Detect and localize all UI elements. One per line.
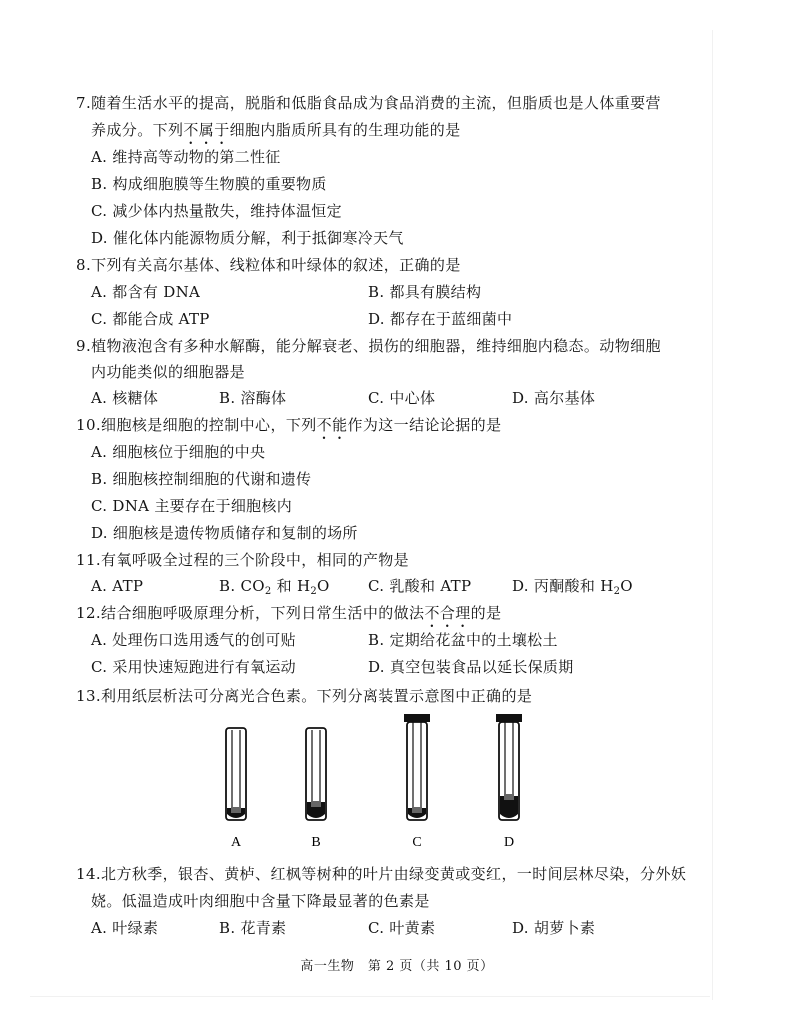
q10-option-b[interactable]: B. 细胞核控制细胞的代谢和遗传 xyxy=(91,470,312,488)
q14-stem-line2: 娆。低温造成叶肉细胞中含量下降最显著的色素是 xyxy=(91,892,430,910)
q7-option-a[interactable]: A. 维持高等动物的第二性征 xyxy=(91,148,281,166)
q7-option-c[interactable]: C. 减少体内热量散失，维持体温恒定 xyxy=(91,202,342,220)
q9-stem-line2: 内功能类似的细胞器是 xyxy=(91,363,246,381)
q11-option-d[interactable] xyxy=(512,576,633,602)
q8-option-a[interactable]: A. 都含有 DNA xyxy=(91,283,201,301)
q8-option-b[interactable]: B. 都具有膜结构 xyxy=(368,283,482,301)
tube-a-label: A xyxy=(230,835,242,850)
q11-option-b-sub2: 2 xyxy=(310,586,318,597)
q14-option-b[interactable]: B. 花青素 xyxy=(219,919,287,937)
q14-stem-line1: 14.北方秋季，银杏、黄栌、红枫等树种的叶片由绿变黄或变红，一时间层林尽染，分外妖 xyxy=(76,865,687,883)
tube-b-label: B xyxy=(311,835,321,850)
q10-option-d[interactable]: D. 细胞核是遗传物质储存和复制的场所 xyxy=(91,524,358,542)
q8-option-d[interactable]: D. 都存在于蓝细菌中 xyxy=(368,310,513,328)
page-footer: 高一生物 第 2 页（共 10 页） xyxy=(300,959,494,974)
tube-a-icon[interactable] xyxy=(226,728,246,820)
q12-stem-pre: 12.结合细胞呼吸原理分析，下列日常生活中的做法 xyxy=(76,604,425,622)
q9-option-d[interactable]: D. 高尔基体 xyxy=(512,389,596,407)
q14-option-a[interactable]: A. 叶绿素 xyxy=(91,919,159,937)
q10-emphasis: 不能 xyxy=(316,416,348,434)
q9-option-c[interactable]: C. 中心体 xyxy=(368,389,436,407)
tube-c-icon[interactable] xyxy=(404,714,430,820)
q7-stem-post: 细胞内脂质所具有的生理功能的是 xyxy=(229,121,461,139)
q13-stem: 13.利用纸层析法可分离光合色素。下列分离装置示意图中正确的是 xyxy=(76,687,533,705)
q9-stem-line1: 9.植物液泡含有多种水解酶，能分解衰老、损伤的细胞器，维持细胞内稳态。动物细胞 xyxy=(76,337,661,355)
page-edge-divider xyxy=(712,30,713,1000)
q12-stem-post: 的是 xyxy=(470,604,502,622)
q12-option-b[interactable]: B. 定期给花盆中的土壤松土 xyxy=(368,631,558,649)
page-bottom-divider xyxy=(30,996,710,997)
q7-stem-line2 xyxy=(91,120,461,148)
q11-option-b-pre: B. CO xyxy=(219,577,265,595)
q7-option-b[interactable]: B. 构成细胞膜等生物膜的重要物质 xyxy=(91,175,327,193)
tube-b-icon[interactable] xyxy=(306,728,326,820)
q10-stem-pre: 10.细胞核是细胞的控制中心，下列 xyxy=(76,416,317,434)
q11-option-b[interactable] xyxy=(219,576,330,602)
q11-option-d-pre: D. 丙酮酸和 H xyxy=(512,577,614,595)
q11-option-c[interactable]: C. 乳酸和 ATP xyxy=(368,577,472,595)
q10-option-a[interactable]: A. 细胞核位于细胞的中央 xyxy=(91,443,266,461)
tube-c-label: C xyxy=(412,835,422,850)
q11-stem: 11.有氧呼吸全过程的三个阶段中，相同的产物是 xyxy=(76,551,410,569)
q9-option-b[interactable]: B. 溶酶体 xyxy=(219,389,287,407)
q10-stem xyxy=(76,415,502,443)
q7-option-d[interactable]: D. 催化体内能源物质分解，利于抵御寒冷天气 xyxy=(91,229,404,247)
q11-option-b-sub1: 2 xyxy=(264,586,272,597)
q11-option-d-post: O xyxy=(620,577,633,595)
chromatography-diagram xyxy=(0,710,794,860)
q8-stem: 8.下列有关高尔基体、线粒体和叶绿体的叙述，正确的是 xyxy=(76,256,461,274)
q14-option-c[interactable]: C. 叶黄素 xyxy=(368,919,436,937)
q10-stem-post: 作为这一结论论据的是 xyxy=(347,416,502,434)
q11-option-a[interactable]: A. ATP xyxy=(91,577,144,595)
q11-option-b-mid: 和 H xyxy=(271,577,311,595)
q7-stem-pre: 养成分。下列 xyxy=(91,121,184,139)
tube-d-icon[interactable] xyxy=(496,714,522,820)
q9-option-a[interactable]: A. 核糖体 xyxy=(91,389,159,407)
q8-option-c[interactable]: C. 都能合成 ATP xyxy=(91,310,210,328)
q12-option-a[interactable]: A. 处理伤口选用透气的创可贴 xyxy=(91,631,296,649)
q7-stem-line1: 7.随着生活水平的提高，脱脂和低脂食品成为食品消费的主流，但脂质也是人体重要营 xyxy=(76,94,661,112)
q12-option-c[interactable]: C. 采用快速短跑进行有氧运动 xyxy=(91,658,296,676)
q12-emphasis: 不合理 xyxy=(424,604,471,622)
q12-stem xyxy=(76,603,501,631)
q10-option-c[interactable]: C. DNA 主要存在于细胞核内 xyxy=(91,497,293,515)
q12-option-d[interactable]: D. 真空包装食品以延长保质期 xyxy=(368,658,574,676)
q11-option-d-sub: 2 xyxy=(613,586,621,597)
q7-emphasis: 不属于 xyxy=(183,121,230,139)
tube-d-label: D xyxy=(503,835,515,850)
q14-option-d[interactable]: D. 胡萝卜素 xyxy=(512,919,596,937)
q11-option-b-post: O xyxy=(317,577,330,595)
